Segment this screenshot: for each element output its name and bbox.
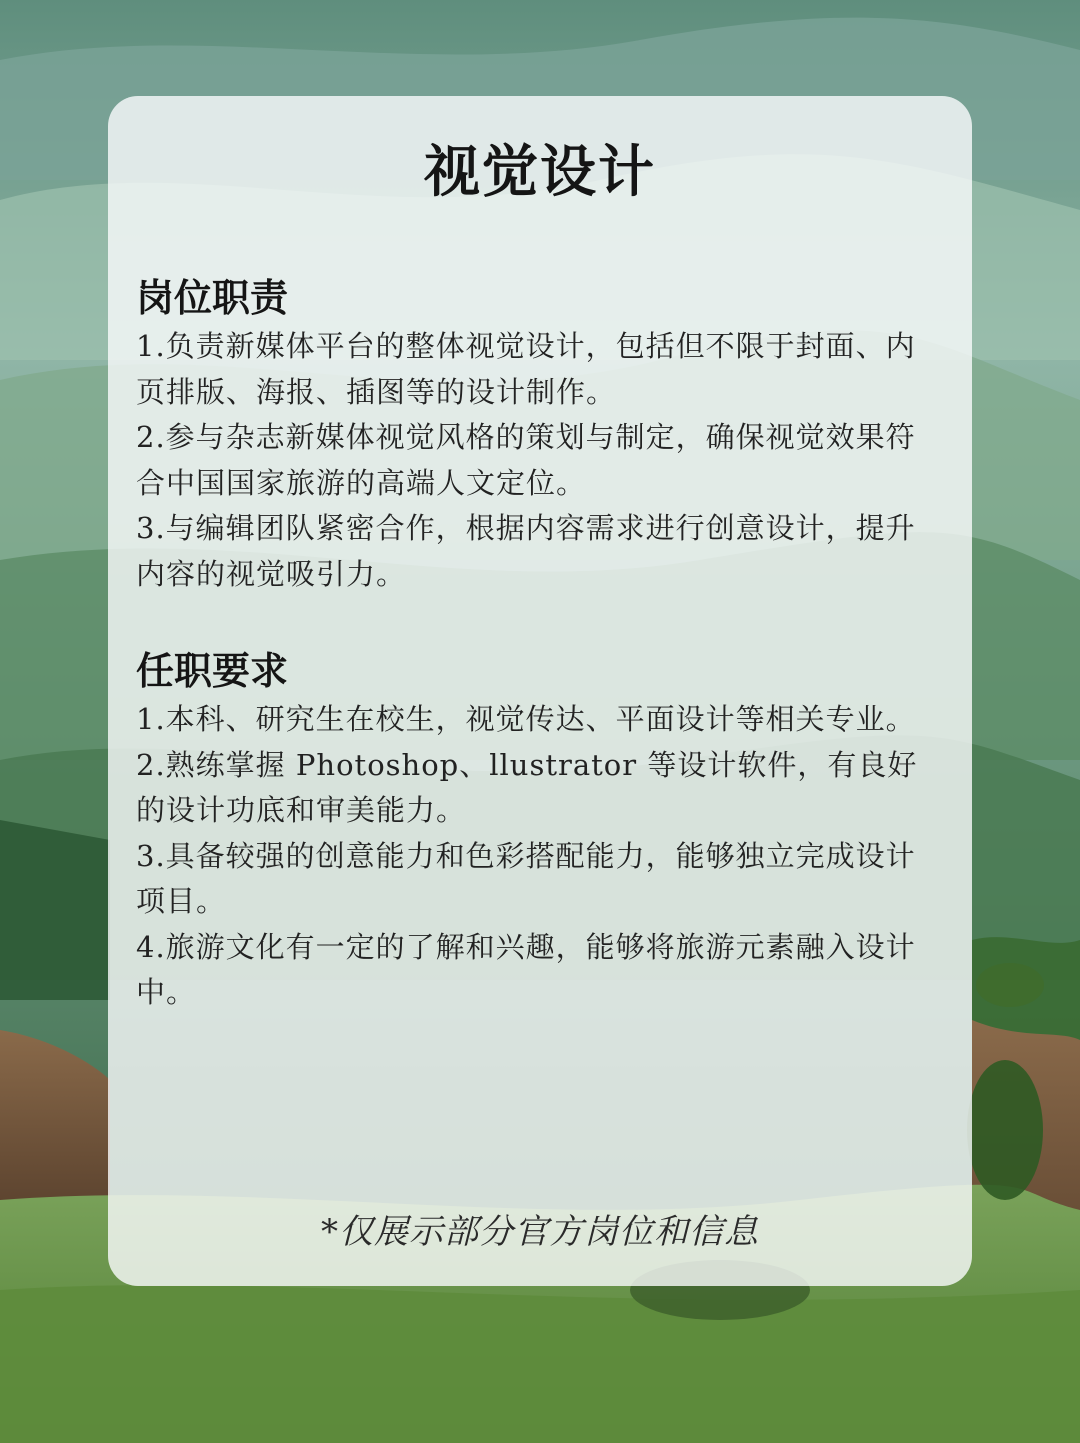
section-heading-responsibilities: 岗位职责	[136, 275, 289, 320]
list-item: 1.本科、研究生在校生，视觉传达、平面设计等相关专业。	[136, 702, 916, 736]
list-item: 1.负责新媒体平台的整体视觉设计，包括但不限于封面、内页排版、海报、插图等的设计制作。	[136, 329, 916, 409]
page-title: 视觉设计	[424, 139, 656, 205]
list-item: 3.具备较强的创意能力和色彩搭配能力，能够独立完成设计项目。	[136, 838, 916, 918]
list-item: 2.参与杂志新媒体视觉风格的策划与制定，确保视觉效果符合中国国家旅游的高端人文定位。	[136, 420, 916, 500]
responsibilities-list	[136, 324, 944, 597]
list-item: 2.熟练掌握 Photoshop、llustrator 等设计软件，有良好的设计功底和审美能力。	[136, 747, 918, 827]
section-heading-requirements: 任职要求	[136, 648, 289, 693]
requirements-list	[136, 697, 944, 1016]
footnote-disclaimer: *仅展示部分官方岗位和信息	[321, 1212, 759, 1252]
list-item: 3.与编辑团队紧密合作，根据内容需求进行创意设计，提升内容的视觉吸引力。	[136, 511, 916, 591]
job-info-card	[108, 96, 972, 1286]
list-item: 4.旅游文化有一定的了解和兴趣，能够将旅游元素融入设计中。	[136, 929, 916, 1009]
